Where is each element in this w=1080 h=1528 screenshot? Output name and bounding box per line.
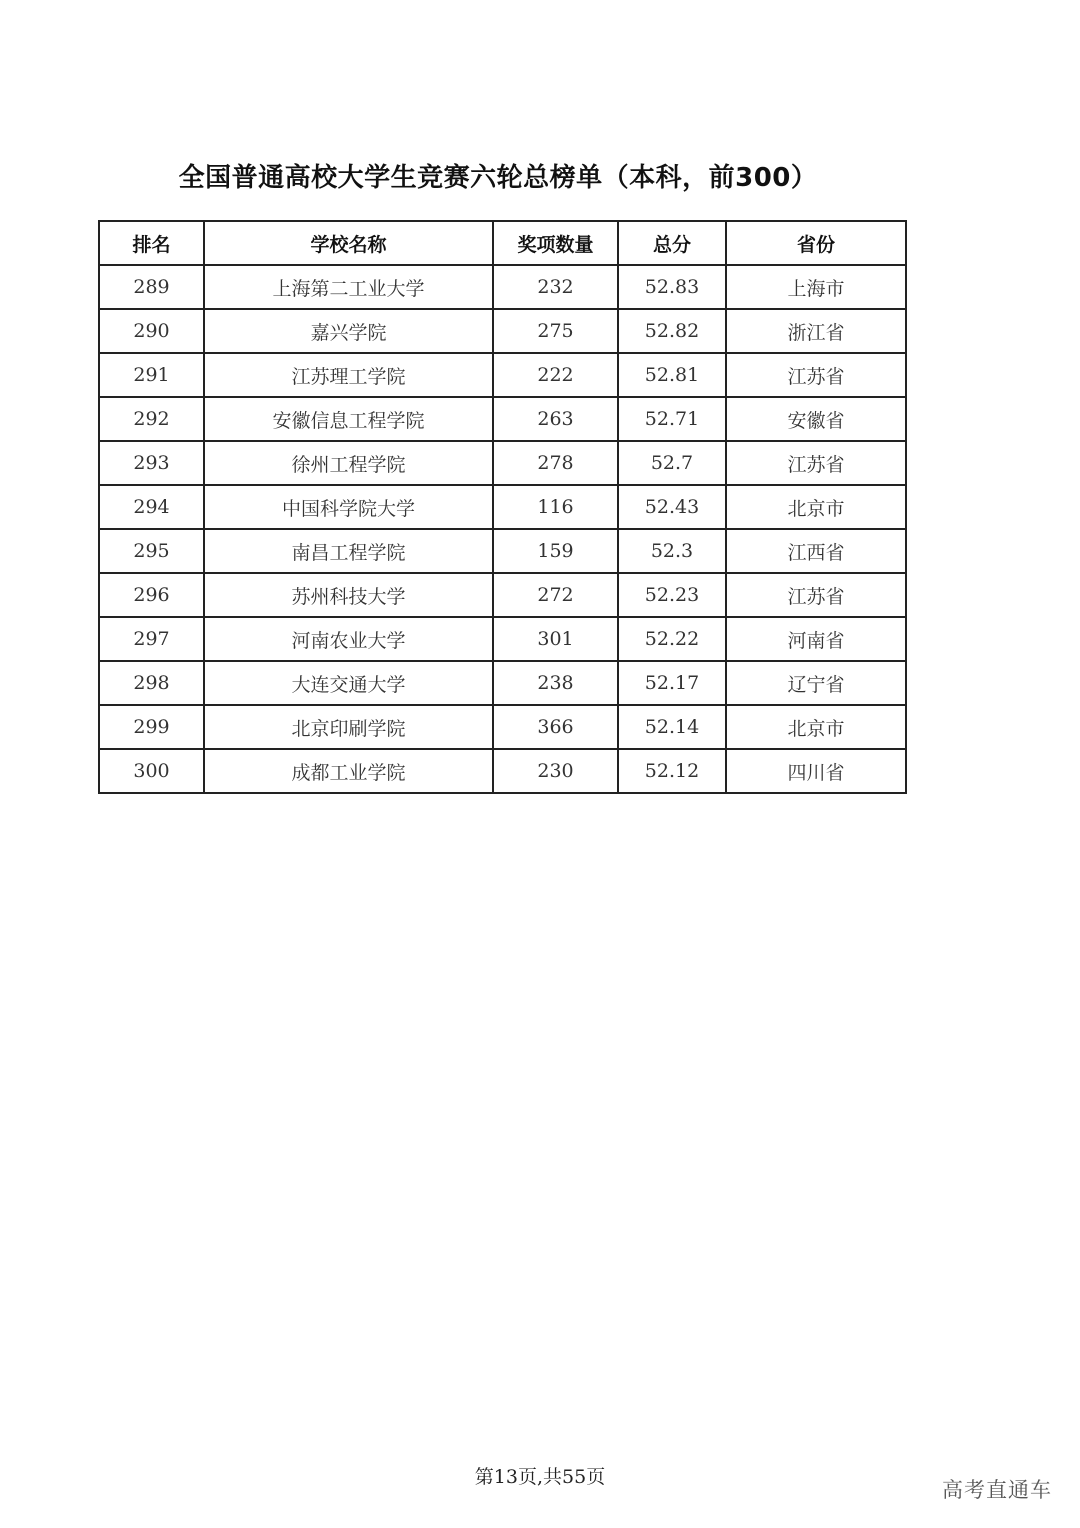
header-rank: 排名 xyxy=(99,221,204,265)
cell-total-score: 52.3 xyxy=(618,529,726,573)
table-row xyxy=(99,309,906,353)
cell-award-count: 222 xyxy=(493,353,618,397)
cell-rank: 300 xyxy=(99,749,204,793)
table-row xyxy=(99,529,906,573)
cell-school-name: 南昌工程学院 xyxy=(204,529,493,573)
cell-award-count: 301 xyxy=(493,617,618,661)
cell-school-name: 河南农业大学 xyxy=(204,617,493,661)
cell-school-name: 江苏理工学院 xyxy=(204,353,493,397)
cell-province: 江西省 xyxy=(726,529,906,573)
cell-rank: 290 xyxy=(99,309,204,353)
cell-award-count: 272 xyxy=(493,573,618,617)
cell-award-count: 116 xyxy=(493,485,618,529)
cell-award-count: 263 xyxy=(493,397,618,441)
table-row xyxy=(99,397,906,441)
cell-province: 浙江省 xyxy=(726,309,906,353)
cell-province: 江苏省 xyxy=(726,353,906,397)
header-total-score: 总分 xyxy=(618,221,726,265)
cell-total-score: 52.23 xyxy=(618,573,726,617)
cell-award-count: 159 xyxy=(493,529,618,573)
cell-province: 北京市 xyxy=(726,485,906,529)
cell-award-count: 278 xyxy=(493,441,618,485)
table-row xyxy=(99,573,906,617)
table-row xyxy=(99,705,906,749)
cell-school-name: 上海第二工业大学 xyxy=(204,265,493,309)
cell-rank: 291 xyxy=(99,353,204,397)
table-row xyxy=(99,749,906,793)
cell-province: 江苏省 xyxy=(726,573,906,617)
table-header-row xyxy=(99,221,906,265)
cell-school-name: 苏州科技大学 xyxy=(204,573,493,617)
cell-award-count: 230 xyxy=(493,749,618,793)
cell-school-name: 大连交通大学 xyxy=(204,661,493,705)
cell-award-count: 275 xyxy=(493,309,618,353)
watermark: 高考直通车 xyxy=(942,1478,1052,1502)
cell-award-count: 232 xyxy=(493,265,618,309)
cell-province: 上海市 xyxy=(726,265,906,309)
cell-province: 河南省 xyxy=(726,617,906,661)
table-row xyxy=(99,617,906,661)
cell-total-score: 52.81 xyxy=(618,353,726,397)
cell-rank: 294 xyxy=(99,485,204,529)
cell-school-name: 中国科学院大学 xyxy=(204,485,493,529)
cell-total-score: 52.22 xyxy=(618,617,726,661)
cell-award-count: 366 xyxy=(493,705,618,749)
table-row xyxy=(99,353,906,397)
table-row xyxy=(99,265,906,309)
cell-province: 辽宁省 xyxy=(726,661,906,705)
header-school-name: 学校名称 xyxy=(204,221,493,265)
cell-rank: 296 xyxy=(99,573,204,617)
cell-school-name: 嘉兴学院 xyxy=(204,309,493,353)
cell-province: 四川省 xyxy=(726,749,906,793)
cell-total-score: 52.7 xyxy=(618,441,726,485)
cell-rank: 299 xyxy=(99,705,204,749)
cell-total-score: 52.14 xyxy=(618,705,726,749)
page-title: 全国普通高校大学生竞赛六轮总榜单（本科，前300） xyxy=(178,163,818,193)
header-province: 省份 xyxy=(726,221,906,265)
cell-rank: 297 xyxy=(99,617,204,661)
header-award-count: 奖项数量 xyxy=(493,221,618,265)
cell-award-count: 238 xyxy=(493,661,618,705)
table-row xyxy=(99,441,906,485)
cell-rank: 298 xyxy=(99,661,204,705)
cell-province: 安徽省 xyxy=(726,397,906,441)
cell-school-name: 徐州工程学院 xyxy=(204,441,493,485)
cell-rank: 295 xyxy=(99,529,204,573)
cell-rank: 289 xyxy=(99,265,204,309)
cell-total-score: 52.17 xyxy=(618,661,726,705)
cell-total-score: 52.12 xyxy=(618,749,726,793)
cell-rank: 292 xyxy=(99,397,204,441)
cell-school-name: 安徽信息工程学院 xyxy=(204,397,493,441)
cell-total-score: 52.82 xyxy=(618,309,726,353)
page-indicator: 第13页,共55页 xyxy=(474,1466,606,1488)
cell-total-score: 52.43 xyxy=(618,485,726,529)
ranking-table xyxy=(98,220,907,794)
table-row xyxy=(99,661,906,705)
cell-total-score: 52.71 xyxy=(618,397,726,441)
cell-province: 北京市 xyxy=(726,705,906,749)
cell-rank: 293 xyxy=(99,441,204,485)
cell-school-name: 成都工业学院 xyxy=(204,749,493,793)
cell-province: 江苏省 xyxy=(726,441,906,485)
table-row xyxy=(99,485,906,529)
cell-total-score: 52.83 xyxy=(618,265,726,309)
cell-school-name: 北京印刷学院 xyxy=(204,705,493,749)
